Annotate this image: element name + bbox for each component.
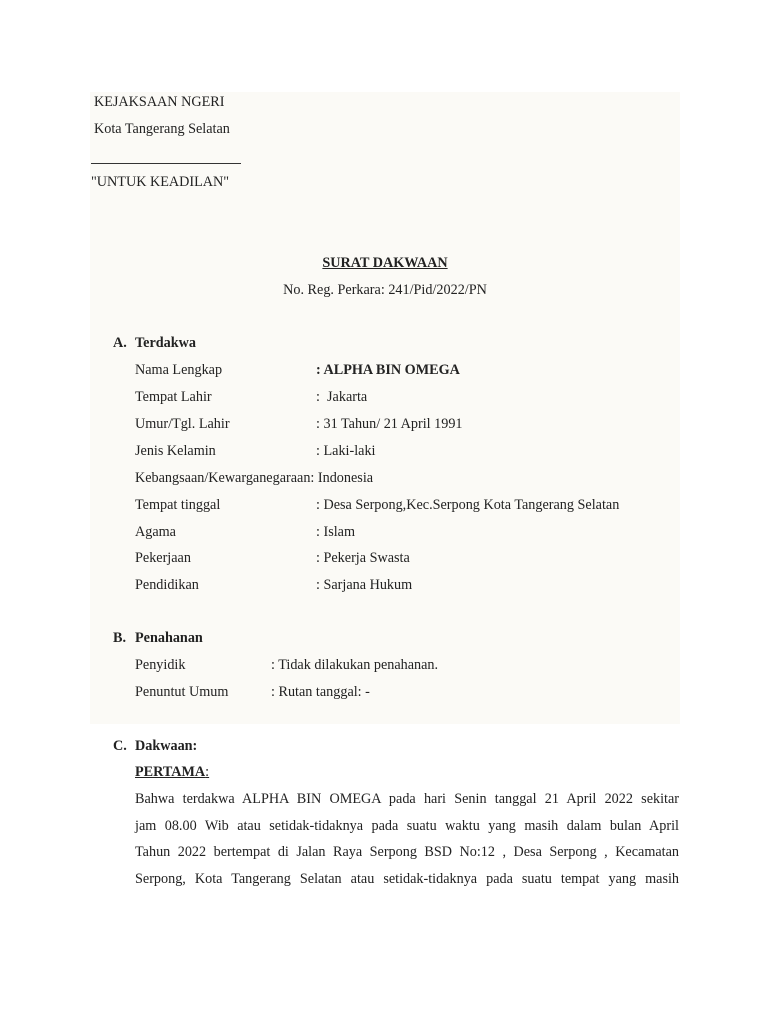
field-label: Jenis Kelamin [135, 443, 216, 459]
city-name: Kota Tangerang Selatan [94, 121, 230, 137]
field-value: : Desa Serpong,Kec.Serpong Kota Tangerang Selatan [316, 497, 620, 513]
subsection-heading [135, 764, 209, 781]
field-label: Penyidik [135, 657, 186, 673]
motto: "UNTUK KEADILAN" [91, 174, 230, 190]
field-label: Umur/Tgl. Lahir [135, 416, 230, 432]
field-value: : Rutan tanggal: - [271, 684, 370, 700]
section-marker: A. [113, 335, 127, 351]
paragraph-line: Serpong, Kota Tangerang Selatan atau setidak-tidaknya pada suatu tempat yang masih [135, 871, 679, 888]
field-value: : Laki-laki [316, 443, 376, 459]
field-label: Tempat Lahir [135, 389, 212, 405]
field-label: Agama [135, 524, 176, 540]
paragraph-line: Tahun 2022 bertempat di Jalan Raya Serpong BSD No:12 , Desa Serpong , Kecamatan [135, 844, 679, 861]
paragraph-line: jam 08.00 Wib atau setidak-tidaknya pada suatu waktu yang masih dalam bulan April [135, 817, 679, 834]
case-register-number: No. Reg. Perkara: 241/Pid/2022/PN [283, 282, 487, 298]
field-label: Penuntut Umum [135, 684, 229, 700]
section-heading: Terdakwa [135, 335, 196, 351]
dakwaan-paragraph [135, 786, 679, 893]
institution-name: KEJAKSAAN NGERI [94, 94, 225, 110]
field-value: : ALPHA BIN OMEGA [316, 362, 460, 378]
field-label: Pekerjaan [135, 550, 191, 566]
letterhead-divider [91, 163, 241, 164]
field-label: Pendidikan [135, 577, 199, 593]
field-value: : 31 Tahun/ 21 April 1991 [316, 416, 463, 432]
field-label: Kebangsaan/Kewarganegaraan: Indonesia [135, 470, 374, 486]
section-heading: Dakwaan: [135, 738, 198, 754]
field-label: Nama Lengkap [135, 362, 223, 378]
field-value: : Sarjana Hukum [316, 577, 413, 593]
field-value: : Tidak dilakukan penahanan. [271, 657, 439, 673]
section-marker: B. [113, 630, 127, 646]
subsection-title: PERTAMA [135, 764, 206, 780]
section-heading: Penahanan [135, 630, 203, 646]
field-label: Tempat tinggal [135, 497, 221, 513]
subsection-colon: : [205, 764, 210, 780]
section-marker: C. [113, 738, 127, 754]
field-value: : Jakarta [316, 389, 368, 405]
paragraph-line: Bahwa terdakwa ALPHA BIN OMEGA pada hari Senin tanggal 21 April 2022 sekitar [135, 791, 679, 807]
field-value: : Islam [316, 524, 356, 540]
field-value: : Pekerja Swasta [316, 550, 410, 566]
page-title: SURAT DAKWAAN [322, 255, 448, 271]
